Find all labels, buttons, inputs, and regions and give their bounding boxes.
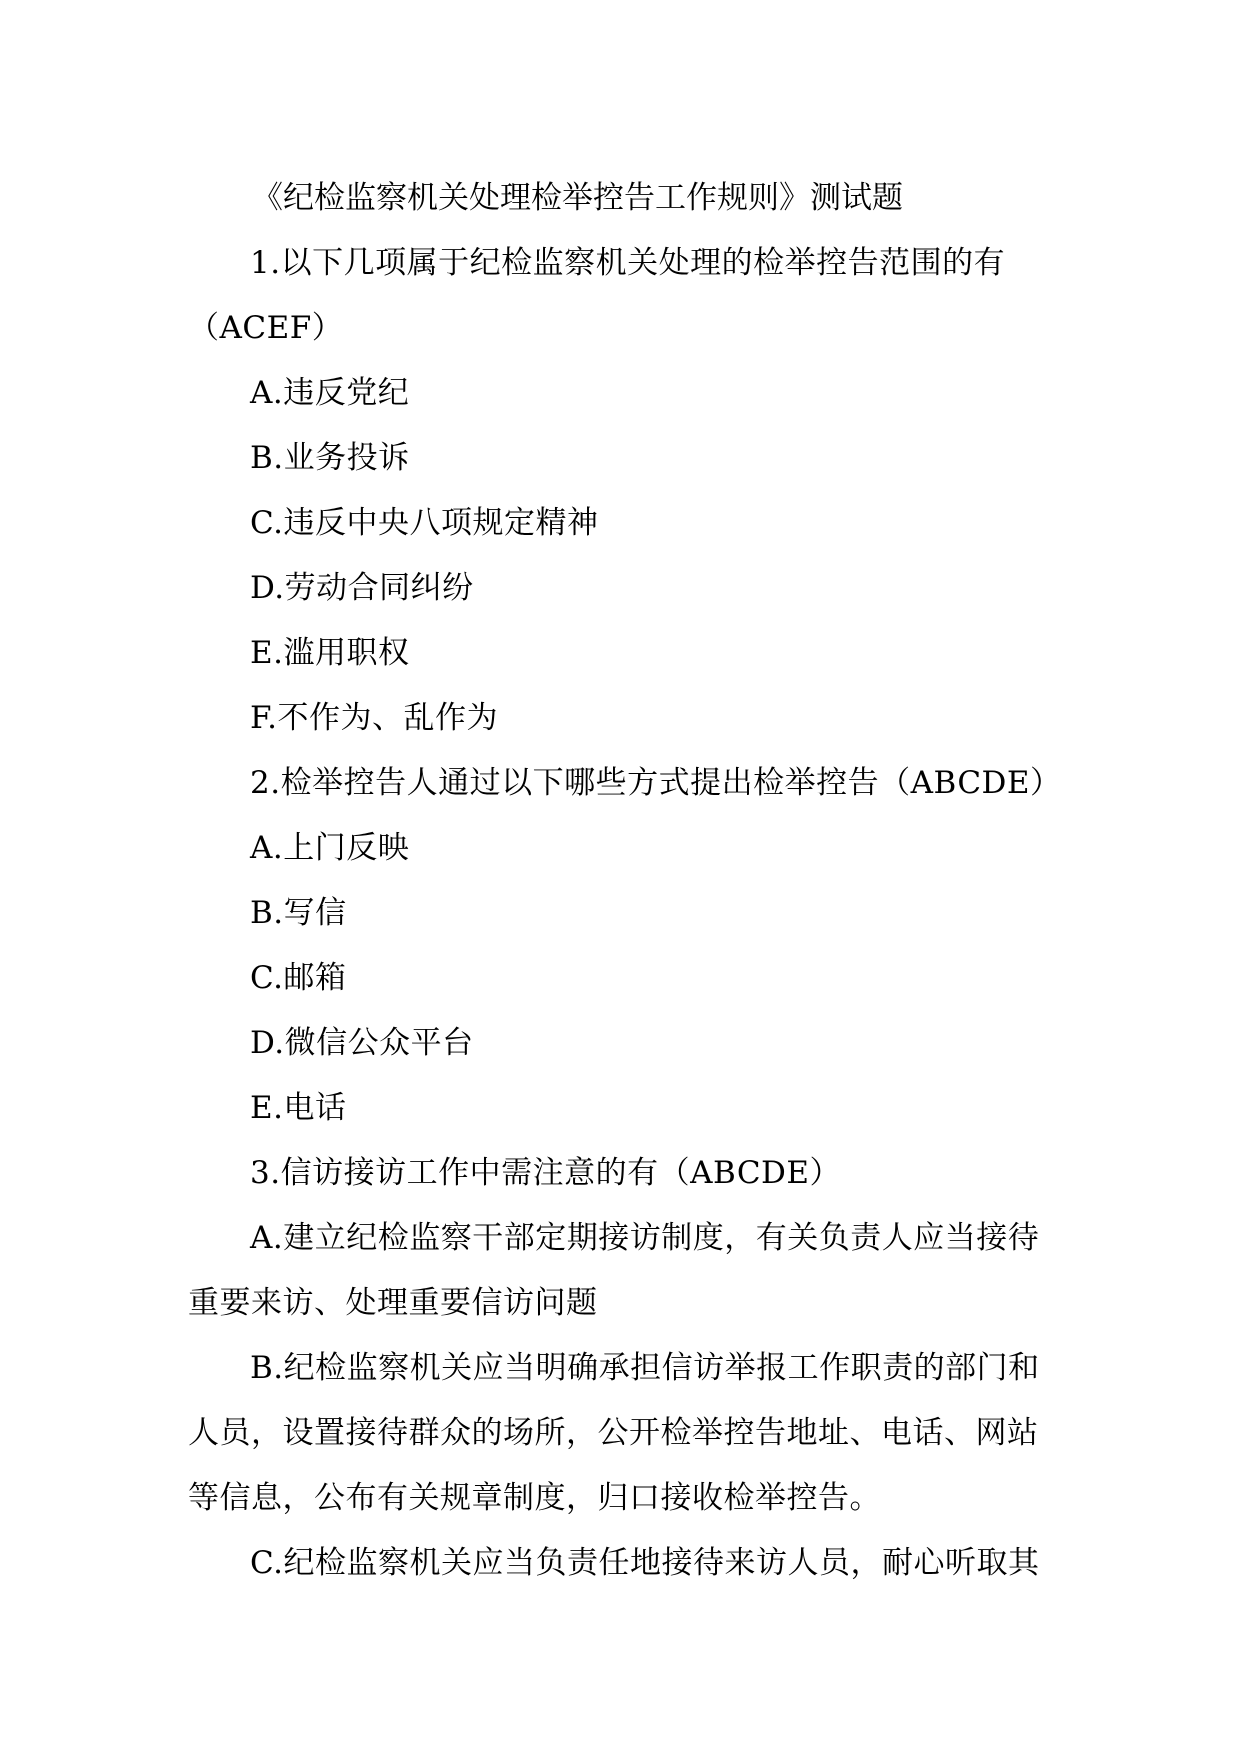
question-2-option-e: E.电话 bbox=[250, 1090, 347, 1126]
question-2-option-a: A.上门反映 bbox=[250, 830, 410, 866]
question-3-option-a-line-2: 重要来访、处理重要信访问题 bbox=[188, 1285, 598, 1321]
question-1-option-f: F.不作为、乱作为 bbox=[250, 700, 499, 736]
document-body bbox=[188, 166, 1062, 1596]
document-title: 《纪检监察机关处理检举控告工作规则》测试题 bbox=[252, 180, 903, 216]
question-2-option-b: B.写信 bbox=[250, 895, 347, 931]
question-3-option-b-line-2: 人员，设置接待群众的场所，公开检举控告地址、电话、网站 bbox=[188, 1415, 1039, 1451]
question-3-option-b-line-3: 等信息，公布有关规章制度，归口接收检举控告。 bbox=[188, 1480, 881, 1516]
question-1-option-b: B.业务投诉 bbox=[250, 440, 410, 476]
question-2-stem: 2.检举控告人通过以下哪些方式提出检举控告（ABCDE） bbox=[250, 765, 1062, 801]
question-2-option-c: C.邮箱 bbox=[250, 960, 347, 996]
question-3-option-b-line-1: B.纪检监察机关应当明确承担信访举报工作职责的部门和 bbox=[250, 1350, 1040, 1386]
question-1-option-e: E.滥用职权 bbox=[250, 635, 410, 671]
question-3-option-a-line-1: A.建立纪检监察干部定期接访制度，有关负责人应当接待 bbox=[250, 1220, 1040, 1256]
question-2-option-d: D.微信公众平台 bbox=[250, 1025, 474, 1061]
question-3-option-c-line-1: C.纪检监察机关应当负责任地接待来访人员，耐心听取其 bbox=[250, 1545, 1040, 1581]
question-1-stem: 1.以下几项属于纪检监察机关处理的检举控告范围的有 bbox=[250, 245, 1006, 281]
question-1-option-d: D.劳动合同纠纷 bbox=[250, 570, 474, 606]
question-3-stem: 3.信访接访工作中需注意的有（ABCDE） bbox=[250, 1155, 842, 1191]
question-1-option-a: A.违反党纪 bbox=[250, 375, 410, 411]
question-1-answer: （ACEF） bbox=[188, 310, 344, 346]
question-1-option-c: C.违反中央八项规定精神 bbox=[250, 505, 599, 541]
